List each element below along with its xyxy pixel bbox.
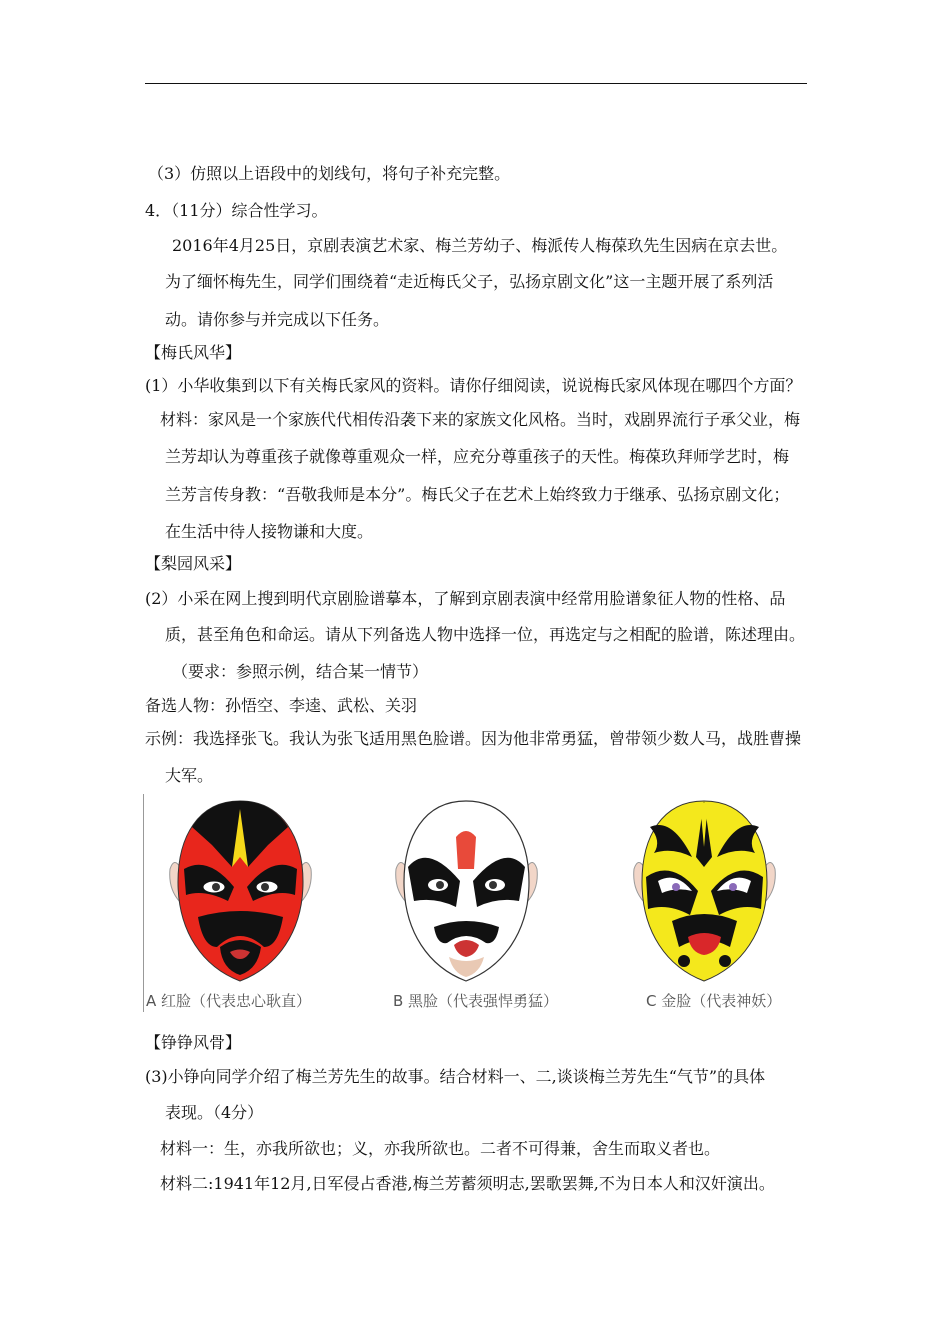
- mask-a-caption: A 红脸（代表忠心耿直）: [146, 992, 312, 1010]
- intro-line-1: 2016年4月25日，京剧表演艺术家、梅兰芳幼子、梅派传人梅葆玖先生因病在京去世。: [172, 236, 788, 255]
- sub-question-2-line-2: 质，甚至角色和命运。请从下列备选人物中选择一位，再选定与之相配的脸谱，陈述理由。: [165, 625, 806, 644]
- intro-line-3: 动。请你参与并完成以下任务。: [165, 310, 390, 329]
- sub-question-3-line-1: (3)小铮向同学介绍了梅兰芳先生的故事。结合材料一、二,谈谈梅兰芳先生“气节”的具体: [145, 1067, 766, 1086]
- example-line-1: 示例：我选择张飞。我认为张飞适用黑色脸谱。因为他非常勇猛，曾带领少数人马，战胜曹操: [145, 729, 802, 748]
- candidate-characters: 备选人物：孙悟空、李逵、武松、关羽: [145, 696, 418, 715]
- intro-line-2: 为了缅怀梅先生，同学们围绕着“走近梅氏父子，弘扬京剧文化”这一主题开展了系列活: [165, 272, 774, 291]
- black-opera-mask-image: [394, 797, 539, 987]
- gold-opera-mask-image: [632, 797, 777, 987]
- material-two: 材料二:1941年12月,日军侵占香港,梅兰芳蓄须明志,罢歌罢舞,不为日本人和汉奸演出。: [160, 1174, 775, 1193]
- sub-question-2-line-1: (2）小采在网上搜到明代京剧脸谱摹本，了解到京剧表演中经常用脸谱象征人物的性格、品: [145, 589, 786, 608]
- question-4-title: 4．（11分）综合性学习。: [145, 201, 328, 220]
- material-line-4: 在生活中待人接物谦和大度。: [165, 522, 374, 541]
- sub-question-3-line-2: 表现。（4分）: [165, 1103, 264, 1122]
- material-one: 材料一：生，亦我所欲也；义，亦我所欲也。二者不可得兼，舍生而取义者也。: [160, 1139, 721, 1158]
- red-opera-mask-image: [168, 797, 313, 987]
- example-line-2: 大军。: [165, 766, 214, 785]
- section-heading-zhengzheng: 【铮铮风骨】: [145, 1033, 242, 1052]
- question-3-prompt: （3）仿照以上语段中的划线句，将句子补充完整。: [148, 164, 511, 183]
- figure-left-border: [143, 794, 144, 1012]
- material-line-1: 材料：家风是一个家族代代相传沿袭下来的家族文化风格。当时，戏剧界流行子承父业，梅: [160, 410, 801, 429]
- sub-question-1: (1）小华收集到以下有关梅氏家风的资料。请你仔细阅读，说说梅氏家风体现在哪四个方面？: [145, 376, 802, 395]
- section-heading-meishi: 【梅氏风华】: [145, 343, 242, 362]
- material-line-3: 兰芳言传身教：“吾敬我师是本分”。梅氏父子在艺术上始终致力于继承、弘扬京剧文化；: [165, 485, 790, 504]
- requirement-note: （要求：参照示例，结合某一情节）: [172, 662, 429, 681]
- material-line-2: 兰芳却认为尊重孩子就像尊重观众一样，应充分尊重孩子的天性。梅葆玖拜师学艺时，梅: [165, 447, 790, 466]
- mask-c-caption: C 金脸（代表神妖）: [646, 992, 782, 1010]
- header-rule: [145, 83, 807, 84]
- mask-b-caption: B 黑脸（代表强悍勇猛）: [393, 992, 559, 1010]
- section-heading-liyuan: 【梨园风采】: [145, 554, 242, 573]
